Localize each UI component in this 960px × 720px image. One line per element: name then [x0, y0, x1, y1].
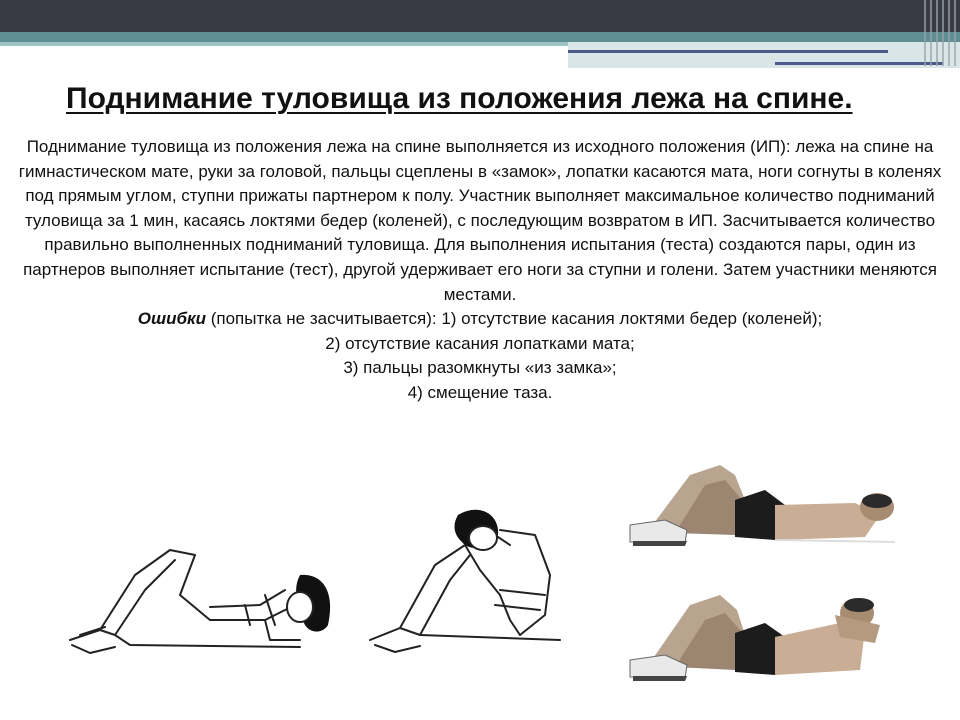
situp-crunch-photo — [625, 575, 900, 690]
situp-up-drawing — [360, 500, 570, 670]
errors-line — [8, 307, 952, 332]
header-blue-line-2 — [775, 62, 943, 65]
header-dark-bar — [0, 0, 960, 32]
errors-label: Ошибки — [137, 309, 207, 329]
error-item-2: 2) отсутствие касания лопатками мата; — [325, 333, 635, 353]
situp-start-drawing — [60, 535, 340, 660]
body-text — [8, 135, 952, 406]
error-item-4: 4) смещение таза. — [407, 382, 553, 402]
errors-intro: (попытка не засчитывается): 1) отсутствие касания локтями бедер (коленей); — [206, 309, 823, 329]
description-paragraph: Поднимание туловища из положения лежа на спине выполняется из исходного положения (ИП): лежа на спине на гимнастическом мате, руки за головой, пальцы сцеплены в «замок», лопатки касаются мата, ноги согнуты в коленях под прямым углом, ступни прижаты партнером к полу. Участник выполняет максимальное количество подниманий туловища за 1 мин, касаясь локтями бедер (коленей), с последующим возвратом в ИП. Засчитывается количество правильно выполненных подниманий туловища. Для выполнения испытания (теста) создаются пары, один из партнеров выполняет испытание (тест), другой удерживает его ноги за ступни и голени. Затем участники меняются местами. — [18, 137, 942, 304]
header-teal-bar — [0, 32, 960, 42]
situp-start-photo — [625, 445, 900, 555]
header-corner-stripes — [924, 0, 960, 66]
page-title: Поднимание туловища из положения лежа на спине. — [66, 82, 853, 115]
header-teal-underline — [0, 42, 570, 46]
error-item-3: 3) пальцы разомкнуты «из замка»; — [343, 358, 617, 378]
header-blue-line-1 — [568, 50, 888, 53]
